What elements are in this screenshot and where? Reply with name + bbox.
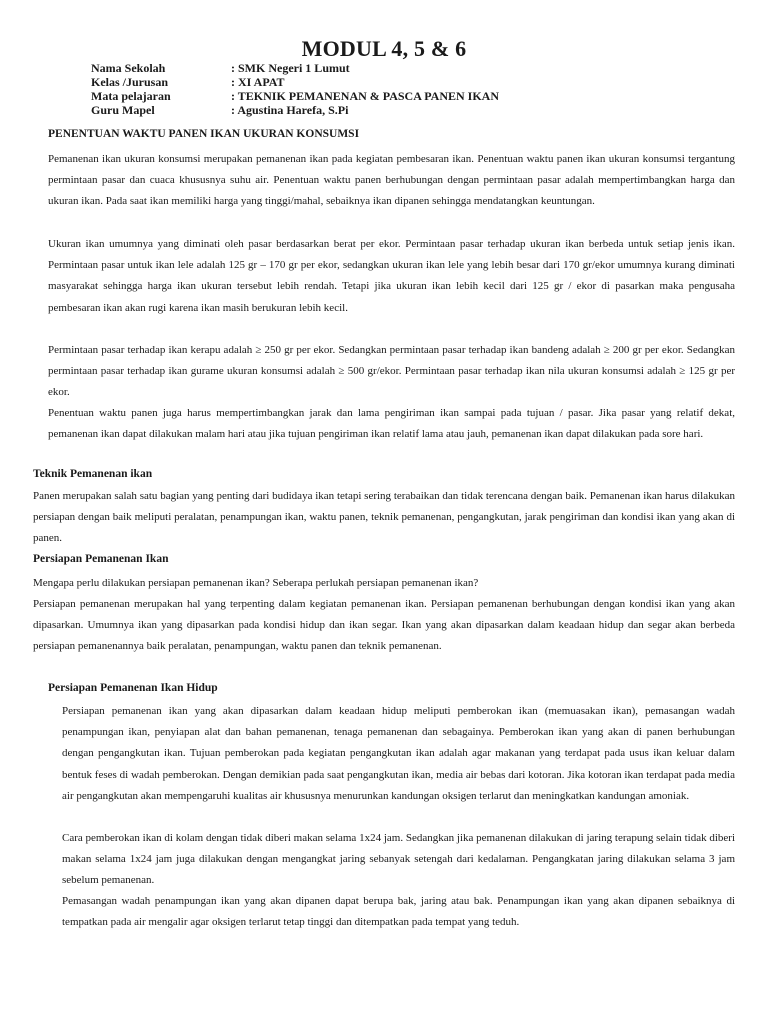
section-heading-harvest-time: PENENTUAN WAKTU PANEN IKAN UKURAN KONSUMSI xyxy=(48,128,360,140)
paragraph: Penentuan waktu panen juga harus mempertimbangkan jarak dan lama pengiriman ikan sampai pada tujuan / pasar. Jika pasar yang relatif dekat, pemanenan ikan dapat dilakukan malam hari atau jika tujuan pengiriman ikan relatif lama atau jauh, pemanenan ikan dapat dilakukan pada sore hari. xyxy=(48,407,735,441)
paragraph: Panen merupakan salah satu bagian yang penting dari budidaya ikan tetapi sering terabaikan dan tidak terencana dengan baik. Pemanenan ikan harus dilakukan persiapan dengan baik meliputi peralatan, penampungan ikan, waktu panen, teknik pemanenan, pengangkutan, jarak pengiriman dan kondisi ikan yang akan di panen. xyxy=(33,490,735,545)
info-value: : SMK Negeri 1 Lumut xyxy=(231,61,350,75)
info-row xyxy=(91,89,499,103)
info-label: Guru Mapel xyxy=(91,103,155,117)
paragraph: Persiapan pemanenan merupakan hal yang terpenting dalam kegiatan pemanenan ikan. Persiapan pemanenan berhubungan dengan kondisi ikan yang akan dipasarkan. Umumnya ikan yang dipasarkan pada kondisi hidup dan ikan segar. Ikan yang akan dipasarkan dalam keadaan hidup dan segar akan berbeda persiapan pemanenannya baik peralatan, penampungan, waktu panen dan teknik pemanenan. xyxy=(33,598,735,653)
section-heading-harvest-preparation: Persiapan Pemanenan Ikan xyxy=(33,553,169,565)
module-info xyxy=(91,61,499,117)
paragraph: Permintaan pasar terhadap ikan kerapu adalah ≥ 250 gr per ekor. Sedangkan permintaan pasar terhadap ikan bandeng adalah ≥ 200 gr per ekor. Sedangkan permintaan pasar terhadap ikan gurame ukuran konsumsi adalah ≥ 500 gr/ekor. Permintaan pasar terhadap ikan nila ukuran konsumsi adalah ≥ 125 gr per ekor. xyxy=(48,344,735,399)
paragraph: Cara pemberokan ikan di kolam dengan tidak diberi makan selama 1x24 jam. Sedangkan jika pemanenan dilakukan di jaring terapung selain tidak diberi makan selama 1x24 jam juga dilakukan dengan mengangkat jaring sebanyak setengah dari kedalaman. Pengangkatan jaring dilakukan selama 3 jam sebelum pemanenan. xyxy=(62,832,735,887)
paragraph: Ukuran ikan umumnya yang diminati oleh pasar berdasarkan berat per ekor. Permintaan pasar terhadap ukuran ikan berbeda untuk setiap jenis ikan. Permintaan pasar untuk ikan lele adalah 125 gr – 170 gr per ekor, sedangkan ukuran ikan lele yang lebih besar dari 170 gr/ekor umumnya kurang diminati masyarakat sehingga harga ikan ukuran tersebut lebih rendah. Tetapi jika ukuran ikan lebih kecil dari 125 gr / ekor di pasarkan maka pengusaha pembesaran ikan akan rugi karena ikan masih berukuran lebih kecil. xyxy=(48,238,735,314)
info-row xyxy=(91,75,499,89)
info-label: Kelas /Jurusan xyxy=(91,75,169,89)
info-value: : Agustina Harefa, S.Pi xyxy=(231,103,349,117)
info-value: : TEKNIK PEMANENAN & PASCA PANEN IKAN xyxy=(231,89,500,103)
section-heading-live-fish-preparation: Persiapan Pemanenan Ikan Hidup xyxy=(48,682,218,694)
info-row xyxy=(91,103,499,117)
info-label: Nama Sekolah xyxy=(91,61,166,75)
paragraph: Mengapa perlu dilakukan persiapan pemanenan ikan? Seberapa perlukah persiapan pemanenan ikan? xyxy=(33,577,479,589)
document-title: MODUL 4, 5 & 6 xyxy=(301,36,467,61)
paragraph: Persiapan pemanenan ikan yang akan dipasarkan dalam keadaan hidup meliputi pemberokan ikan (memuasakan ikan), pemasangan wadah penampungan ikan, penyiapan alat dan bahan pemanenan, tenaga pemanenan dan sebagainya. Pemberokan ikan yang akan di panen berhubungan dengan pengangkutan ikan. Tujuan pemberokan pada kegiatan pengangkutan ikan adalah agar makanan yang terdapat pada usus ikan keluar dalam bentuk feses di wadah pemberokan. Dengan demikian pada saat pengangkutan ikan, media air bebas dari kotoran. Jika kotoran ikan terdapat pada media air pengangkutan akan mempengaruhi kualitas air khususnya menurunkan kandungan oksigen terlarut dan meningkatkan kandungan amoniak. xyxy=(62,705,735,802)
info-label: Mata pelajaran xyxy=(91,89,171,103)
section-heading-harvest-technique: Teknik Pemanenan ikan xyxy=(33,468,153,480)
paragraph: Pemanenan ikan ukuran konsumsi merupakan pemanenan ikan pada kegiatan pembesaran ikan. Penentuan waktu panen ikan ukuran konsumsi tergantung permintaan pasar dan cuaca khususnya suhu air. Penentuan waktu panen berhubungan dengan permintaan pasar adalah mempertimbangkan harga dan ukuran ikan. Pada saat ikan memiliki harga yang tinggi/mahal, sebaiknya ikan dipanen sehingga mendatangkan keuntungan. xyxy=(48,153,735,208)
info-value: : XI APAT xyxy=(231,75,285,89)
paragraph: Pemasangan wadah penampungan ikan yang akan dipanen dapat berupa bak, jaring atau bak. Penampungan ikan yang akan dipanen sebaiknya di tempatkan pada air mengalir agar oksigen terlarut tetap tinggi dan ditempatkan pada tempat yang teduh. xyxy=(62,895,735,929)
info-row xyxy=(91,61,499,75)
